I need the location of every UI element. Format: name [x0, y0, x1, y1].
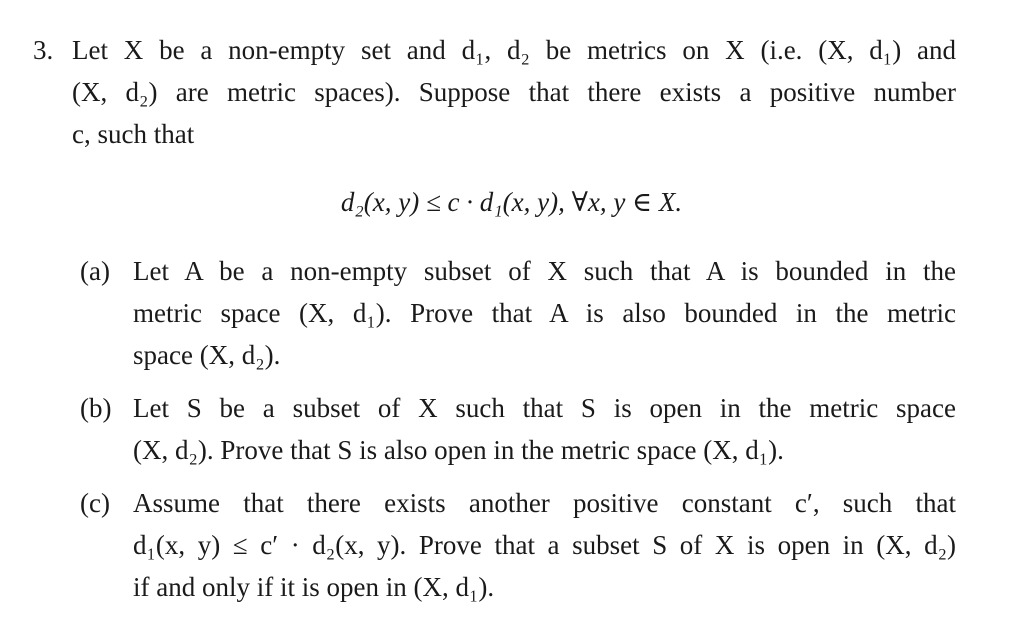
intro-line-3: c, such that [72, 119, 195, 149]
display-formula: d₂(x, y) ≤ c · d₁(x, y), ∀x, y ∈ X. [340, 187, 683, 217]
part-a-line-1: Let A be a non-empty subset of X such that A is bounded in the [133, 256, 956, 286]
part-c-line-2: d₁(x, y) ≤ c′ · d₂(x, y). Prove that a subset S of X is open in (X, d₂) [133, 530, 956, 560]
part-a-line-2: metric space (X, d₁). Prove that A is also bounded in the metric [133, 298, 956, 328]
problem-number: 3. [33, 35, 54, 65]
part-c-label: (c) [80, 488, 110, 518]
part-b-label: (b) [80, 393, 112, 423]
part-a-line-3: space (X, d₂). [133, 340, 281, 370]
part-b-line-2: (X, d₂). Prove that S is also open in the metric space (X, d₁). [133, 435, 784, 465]
part-c-line-1: Assume that there exists another positive constant c′, such that [133, 488, 956, 518]
part-b-line-1: Let S be a subset of X such that S is open in the metric space [133, 393, 956, 423]
intro-line-1: Let X be a non-empty set and d₁, d₂ be metrics on X (i.e. (X, d₁) and [72, 35, 956, 65]
intro-line-2: (X, d₂) are metric spaces). Suppose that there exists a positive number [72, 77, 956, 107]
part-a-label: (a) [80, 256, 110, 286]
part-c-line-3: if and only if it is open in (X, d₁). [133, 572, 495, 602]
